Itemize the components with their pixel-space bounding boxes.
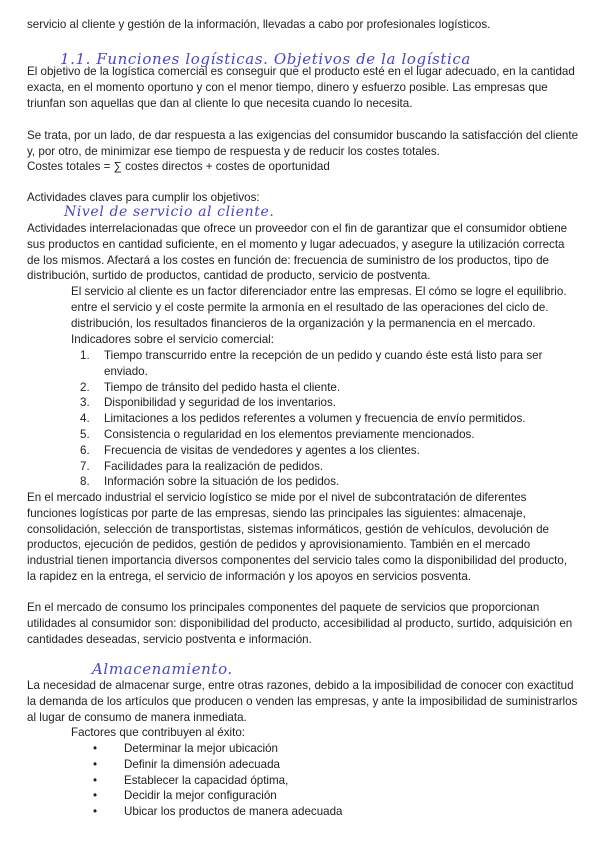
intro-line: servicio al cliente y gestión de la información, llevadas a cabo por profesionales logísticos. bbox=[27, 18, 491, 31]
list-item-text: Determinar la mejor ubicación bbox=[124, 742, 279, 755]
list-number: 6. bbox=[80, 443, 90, 457]
factors-list bbox=[71, 741, 571, 820]
list-item-text: Información sobre la situación de los pedidos. bbox=[104, 475, 340, 489]
list-item-text: Decidir la mejor configuración bbox=[124, 789, 277, 803]
list-item-text: Disponibilidad y seguridad de los inventarios. bbox=[104, 396, 337, 410]
list-item bbox=[71, 348, 571, 380]
list-item bbox=[71, 459, 571, 475]
cost-formula: Costes totales = ∑ costes directos + costes de oportunidad bbox=[27, 160, 330, 173]
list-item bbox=[71, 757, 571, 773]
list-number: 8. bbox=[80, 475, 90, 489]
list-item-text: Ubicar los productos de manera adecuada bbox=[124, 805, 343, 819]
list-item-text: Tiempo de tránsito del pedido hasta el cliente. bbox=[104, 380, 341, 394]
list-item bbox=[71, 788, 571, 804]
list-number: 2. bbox=[80, 380, 90, 394]
paragraph-objective: El objetivo de la logística comercial es conseguir que el producto esté en el lugar adecuado, en la cantidad exacta, en el momento oportuno y con el menor tiempo, dinero y esfuerzo posible. Las empresas que triunfan son aquellas que dan al cliente lo que necesita cuando lo necesita. bbox=[27, 65, 575, 110]
bullet: • bbox=[93, 805, 98, 819]
list-item bbox=[71, 741, 571, 757]
list-item bbox=[71, 380, 571, 396]
list-item bbox=[71, 773, 571, 789]
list-item-text: Definir la dimensión adecuada bbox=[124, 757, 280, 771]
indicators-title: Indicadores sobre el servicio comercial: bbox=[71, 333, 274, 346]
list-item-text: Establecer la capacidad óptima, bbox=[124, 773, 289, 787]
list-item-text: Frecuencia de visitas de vendedores y agentes a los clientes. bbox=[104, 443, 420, 457]
list-item-text: Tiempo transcurrido entre la recepción de un pedido y cuando éste está listo para ser enviado. bbox=[104, 349, 543, 378]
heading-logistics-functions: 1.1. Funciones logísticas. Objetivos de la logística bbox=[60, 50, 471, 68]
bullet: • bbox=[93, 742, 98, 755]
paragraph-service-definition: Actividades interrelacionadas que ofrece un proveedor con el fin de garantizar que el consumidor obtiene sus productos en cantidad suficiente, en el momento y lugar adecuados, y asegure la utilización correcta de los mismos. Afectará a los costes en función de: frecuencia de suministro de los productos, tipo de distribución, surtido de productos, cantidad de producto, servicio de postventa. bbox=[27, 222, 568, 283]
list-number: 1. bbox=[80, 349, 90, 362]
heading-customer-service: Nivel de servicio al cliente. bbox=[64, 204, 275, 220]
factors-title: Factores que contribuyen al éxito: bbox=[71, 726, 246, 739]
paragraph-consumer-market: En el mercado de consumo los principales componentes del paquete de servicios que proporcionan utilidades al consumidor son: disponibilidad del producto, accesibilidad al producto, surtido, adquisición en cantidades deseadas, servicio postventa e información. bbox=[27, 601, 573, 646]
bullet: • bbox=[93, 789, 98, 803]
indicators-list bbox=[71, 348, 571, 490]
list-item-text: Consistencia o regularidad en los elementos previamente mencionados. bbox=[104, 427, 475, 441]
heading-storage: Almacenamiento. bbox=[92, 660, 233, 678]
list-item bbox=[71, 395, 571, 411]
list-number: 7. bbox=[80, 459, 90, 473]
list-number: 5. bbox=[80, 427, 90, 441]
paragraph-key-activities: Actividades claves para cumplir los objetivos: bbox=[27, 191, 260, 204]
list-item bbox=[71, 474, 571, 490]
list-item bbox=[71, 804, 571, 820]
paragraph-service-factor: El servicio al cliente es un factor diferenciador entre las empresas. El cómo se logre el equilibrio. entre el servicio y el coste permite la armonía en el resultado de las operaciones del ciclo de. distribución, los resultados financieros de la organización y la permanencia en el mercado. bbox=[71, 285, 567, 330]
bullet: • bbox=[93, 773, 98, 787]
list-item bbox=[71, 443, 571, 459]
list-number: 3. bbox=[80, 396, 90, 410]
paragraph-dual-goal: Se trata, por un lado, de dar respuesta a las exigencias del consumidor buscando la satisfacción del cliente y, por otro, de minimizar ese tiempo de respuesta y de reducir los costes totales. bbox=[27, 129, 579, 158]
list-item-text: Limitaciones a los pedidos referentes a volumen y frecuencia de envío permitidos. bbox=[104, 412, 526, 426]
bullet: • bbox=[93, 757, 98, 771]
list-item-text: Facilidades para la realización de pedidos. bbox=[104, 459, 324, 473]
paragraph-storage: La necesidad de almacenar surge, entre otras razones, debido a la imposibilidad de conocer con exactitud la demanda de los artículos que producen o venden las empresas, y ante la imposibilidad de suministrarlos al lugar de consumo de manera inmediata. bbox=[27, 679, 578, 724]
list-item bbox=[71, 427, 571, 443]
list-number: 4. bbox=[80, 412, 90, 426]
paragraph-industrial-market: En el mercado industrial el servicio logístico se mide por el nivel de subcontratación de diferentes funciones logísticas por parte de las empresas, siendo las principales las siguientes: almacenaje, consolidación, selección de transportistas, sistemas informáticos, gestión de vehículos, devolución de productos, ejecución de pedidos, gestión de pedidos y aprovisionamiento. También en el mercado industrial tienen importancia diversos componentes del servicio tales como la disponibilidad del producto, la rapidez en la entrega, el servicio de información y los apoyos en servicios posventa. bbox=[27, 491, 568, 583]
list-item bbox=[71, 411, 571, 427]
